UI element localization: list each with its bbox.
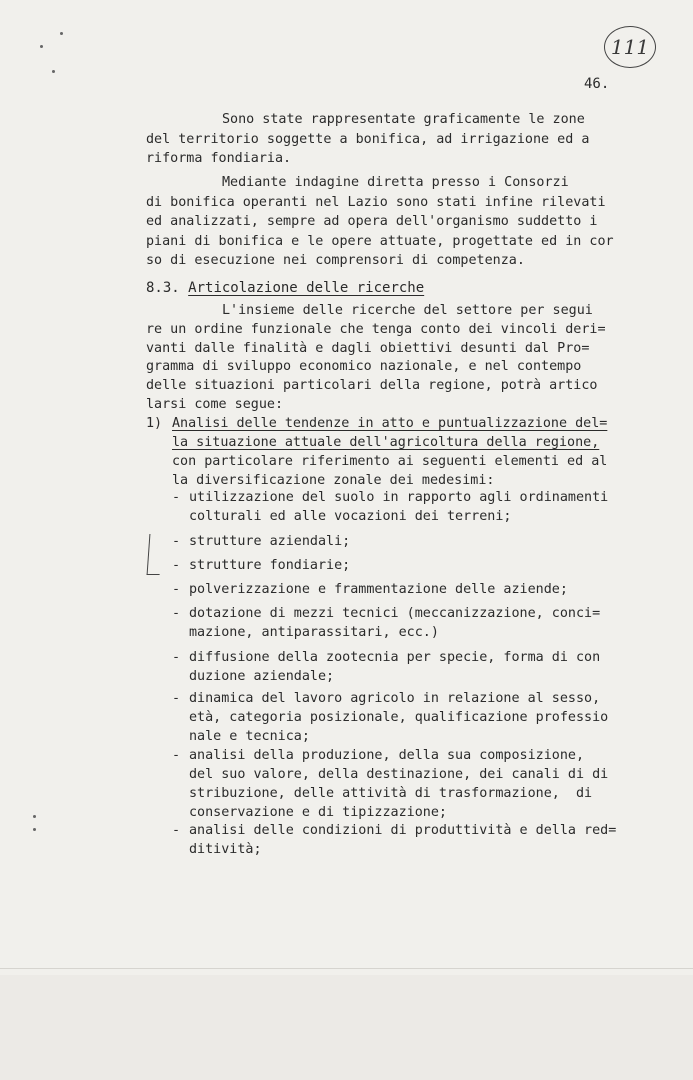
scan-margin <box>0 975 693 1080</box>
handwritten-bracket <box>147 534 163 575</box>
subitem-3: - strutture fondiarie; <box>172 558 351 573</box>
scan-speck <box>33 815 36 818</box>
paragraph-3: L'insieme delle ricerche del settore per segui re un ordine funzionale che tenga conto dei vincoli deri= vanti dalle finalità e dagli obiettivi desunti dal Pro= gramma di sviluppo economico nazionale, e nel contempo delle situazioni particolari della regione, potrà artico larsi come segue: <box>146 303 606 412</box>
section-title: Articolazione delle ricerche <box>188 280 425 296</box>
subitem-1: - utilizzazione del suolo in rapporto agli ordinamenti colturali ed alle vocazioni dei terreni; <box>172 490 609 524</box>
scan-speck <box>40 45 43 48</box>
page-number: 46. <box>584 76 610 92</box>
scan-speck <box>60 32 63 35</box>
page-stamp: 111 <box>604 26 656 68</box>
list-number: 1) <box>146 416 163 431</box>
subitem-7: - dinamica del lavoro agricolo in relazione al sesso, età, categoria posizionale, qualificazione professio nale e tecnica; <box>172 691 609 744</box>
subitem-8: - analisi della produzione, della sua composizione, del suo valore, della destinazione, dei canali di di stribuzione, delle attività di trasformazione, di conservazione e di tipizzazione; <box>172 748 609 820</box>
subitem-5: - dotazione di mezzi tecnici (meccanizzazione, conci= mazione, antiparassitari, ecc.) <box>172 606 601 640</box>
subitem-4: - polverizzazione e frammentazione delle aziende; <box>172 582 568 597</box>
list-item-1: 1) Analisi delle tendenze in atto e puntualizzazione del= la situazione attuale dell'agricoltura della regione, con particolare riferimento ai seguenti elementi ed al la diversificazione zonale dei medesimi: <box>146 416 608 488</box>
section-heading <box>146 280 424 296</box>
page-fold-line <box>0 968 693 969</box>
subitem-9: - analisi delle condizioni di produttività e della red= ditività; <box>172 823 617 857</box>
scan-speck <box>33 828 36 831</box>
subitem-6: - diffusione della zootecnia per specie, forma di con duzione aziendale; <box>172 650 601 684</box>
paragraph-2: Mediante indagine diretta presso i Consorzi di bonifica operanti nel Lazio sono stati infine rilevati ed analizzati, sempre ad opera dell'organismo suddetto i piani di bonifica e le opere attuate, progettate ed in cor so di esecuzione nei comprensori di competenza. <box>146 175 614 268</box>
scan-speck <box>52 70 55 73</box>
paragraph-1: Sono state rappresentate graficamente le zone del territorio soggette a bonifica, ad irrigazione ed a riforma fondiaria. <box>146 112 590 166</box>
subitem-2: - strutture aziendali; <box>172 534 351 549</box>
section-number: 8.3. <box>146 280 180 296</box>
